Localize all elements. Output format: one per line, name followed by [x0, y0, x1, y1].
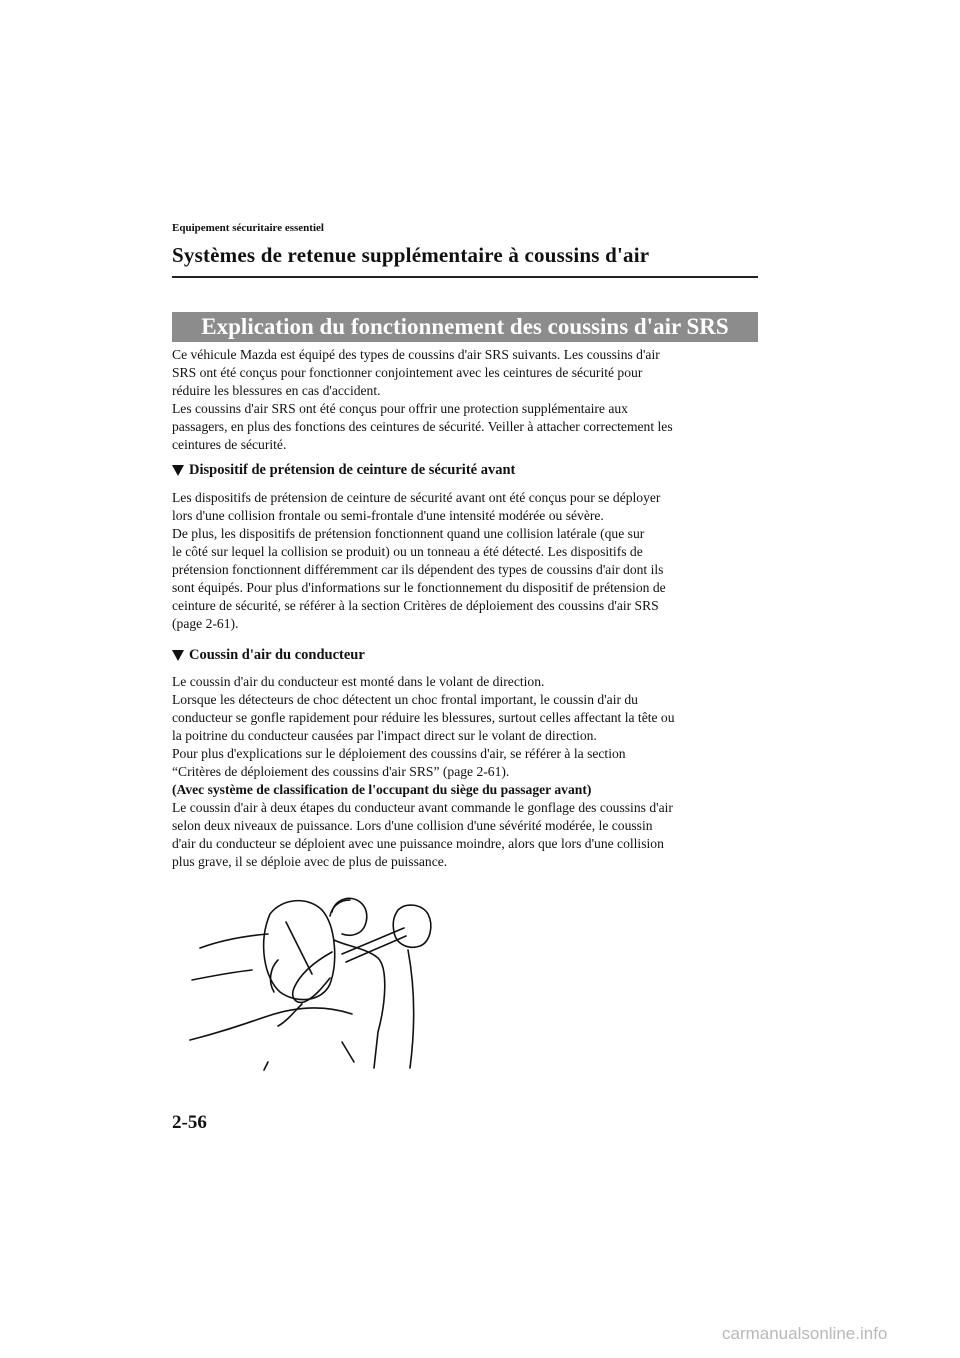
text-line: d'air du conducteur se déploient avec une puissance moindre, alors que lors d'une collision — [172, 836, 664, 851]
airbag-fold — [286, 922, 312, 974]
text-line: la poitrine du conducteur causées par l'impact direct sur le volant de direction. — [172, 728, 597, 743]
text-line: “Critères de déploiement des coussins d'air SRS” (page 2-61). — [172, 764, 510, 779]
section-title: Systèmes de retenue supplémentaire à coussins d'air — [172, 243, 650, 267]
subheading-text: Dispositif de prétension de ceinture de sécurité avant — [189, 462, 516, 478]
text-line: De plus, les dispositifs de prétension fonctionnent quand une collision latérale (que sur — [172, 526, 645, 541]
text-line: plus grave, il se déploie avec de plus de puissance. — [172, 854, 448, 869]
driver-torso — [334, 940, 385, 1068]
topic-banner: Explication du fonctionnement des coussins d'air SRS — [172, 312, 758, 342]
subheading-text: Coussin d'air du conducteur — [189, 647, 365, 663]
text-line: ceinture de sécurité, se référer à la section Critères de déploiement des coussins d'air SRS — [172, 598, 659, 613]
seat-belt — [342, 1042, 354, 1062]
text-line: conducteur se gonfle rapidement pour réduire les blessures, surtout celles affectant la tête ou — [172, 710, 675, 725]
driver-airbag-paragraph — [172, 673, 762, 871]
text-line: passagers, en plus des fonctions des ceintures de sécurité. Veiller à attacher correctement les — [172, 419, 673, 434]
seat-back — [408, 950, 414, 1068]
text-line: SRS ont été conçus pour fonctionner conjointement avec les ceintures de sécurité pour — [172, 365, 643, 380]
text-line: selon deux niveaux de puissance. Lors d'une collision d'une sévérité modérée, le coussin — [172, 818, 653, 833]
text-line: Le coussin d'air du conducteur est monté dans le volant de direction. — [172, 674, 545, 689]
dashboard-line — [192, 970, 252, 980]
triangle-bullet-icon — [172, 650, 184, 661]
dashboard-line — [200, 934, 268, 948]
title-divider — [172, 276, 758, 278]
pretensioner-paragraph — [172, 489, 762, 633]
text-line: réduire les blessures en cas d'accident. — [172, 383, 381, 398]
text-line: le côté sur lequel la collision se produit) ou un tonneau a été détecté. Les dispositifs de — [172, 544, 643, 559]
chapter-label: Equipement sécuritaire essentiel — [172, 222, 324, 234]
text-line: Les coussins d'air SRS ont été conçus pour offrir une protection supplémentaire aux — [172, 401, 628, 416]
subheading-driver-airbag — [172, 647, 365, 664]
dashboard-line — [264, 1062, 268, 1070]
triangle-bullet-icon — [172, 465, 184, 476]
text-line: Lorsque les détecteurs de choc détectent un choc frontal important, le coussin d'air du — [172, 692, 638, 707]
text-line: Le coussin d'air à deux étapes du conducteur avant commande le gonflage des coussins d'air — [172, 800, 673, 815]
dashboard-line — [190, 1008, 352, 1040]
subheading-pretensioner — [172, 462, 515, 479]
text-line: Pour plus d'explications sur le déploiement des coussins d'air, se référer à la section — [172, 746, 626, 761]
watermark: carmanualsonline.info — [722, 1324, 888, 1343]
intro-paragraph — [172, 346, 762, 454]
steering-wheel — [271, 960, 278, 992]
text-line: prétension fonctionnent différemment car ils dépendent des types de coussins d'air dont ils — [172, 562, 664, 577]
seat-headrest — [393, 905, 431, 947]
driver-hair — [330, 900, 350, 916]
driver-airbag-illustration — [182, 892, 442, 1072]
page-number: 2-56 — [172, 1112, 207, 1133]
text-line: Ce véhicule Mazda est équipé des types de coussins d'air SRS suivants. Les coussins d'air — [172, 347, 660, 362]
text-line: lors d'une collision frontale ou semi-frontale d'une intensité modérée ou sévère. — [172, 508, 604, 523]
text-line: ceintures de sécurité. — [172, 437, 287, 452]
driver-arm — [278, 1004, 302, 1026]
driver-arm — [293, 952, 332, 1002]
note-line: (Avec système de classification de l'occupant du siège du passager avant) — [172, 782, 592, 797]
text-line: sont équipés. Pour plus d'informations sur le fonctionnement du dispositif de prétension de — [172, 580, 666, 595]
text-line: Les dispositifs de prétension de ceinture de sécurité avant ont été conçus pour se déployer — [172, 490, 661, 505]
text-line: (page 2-61). — [172, 616, 239, 631]
